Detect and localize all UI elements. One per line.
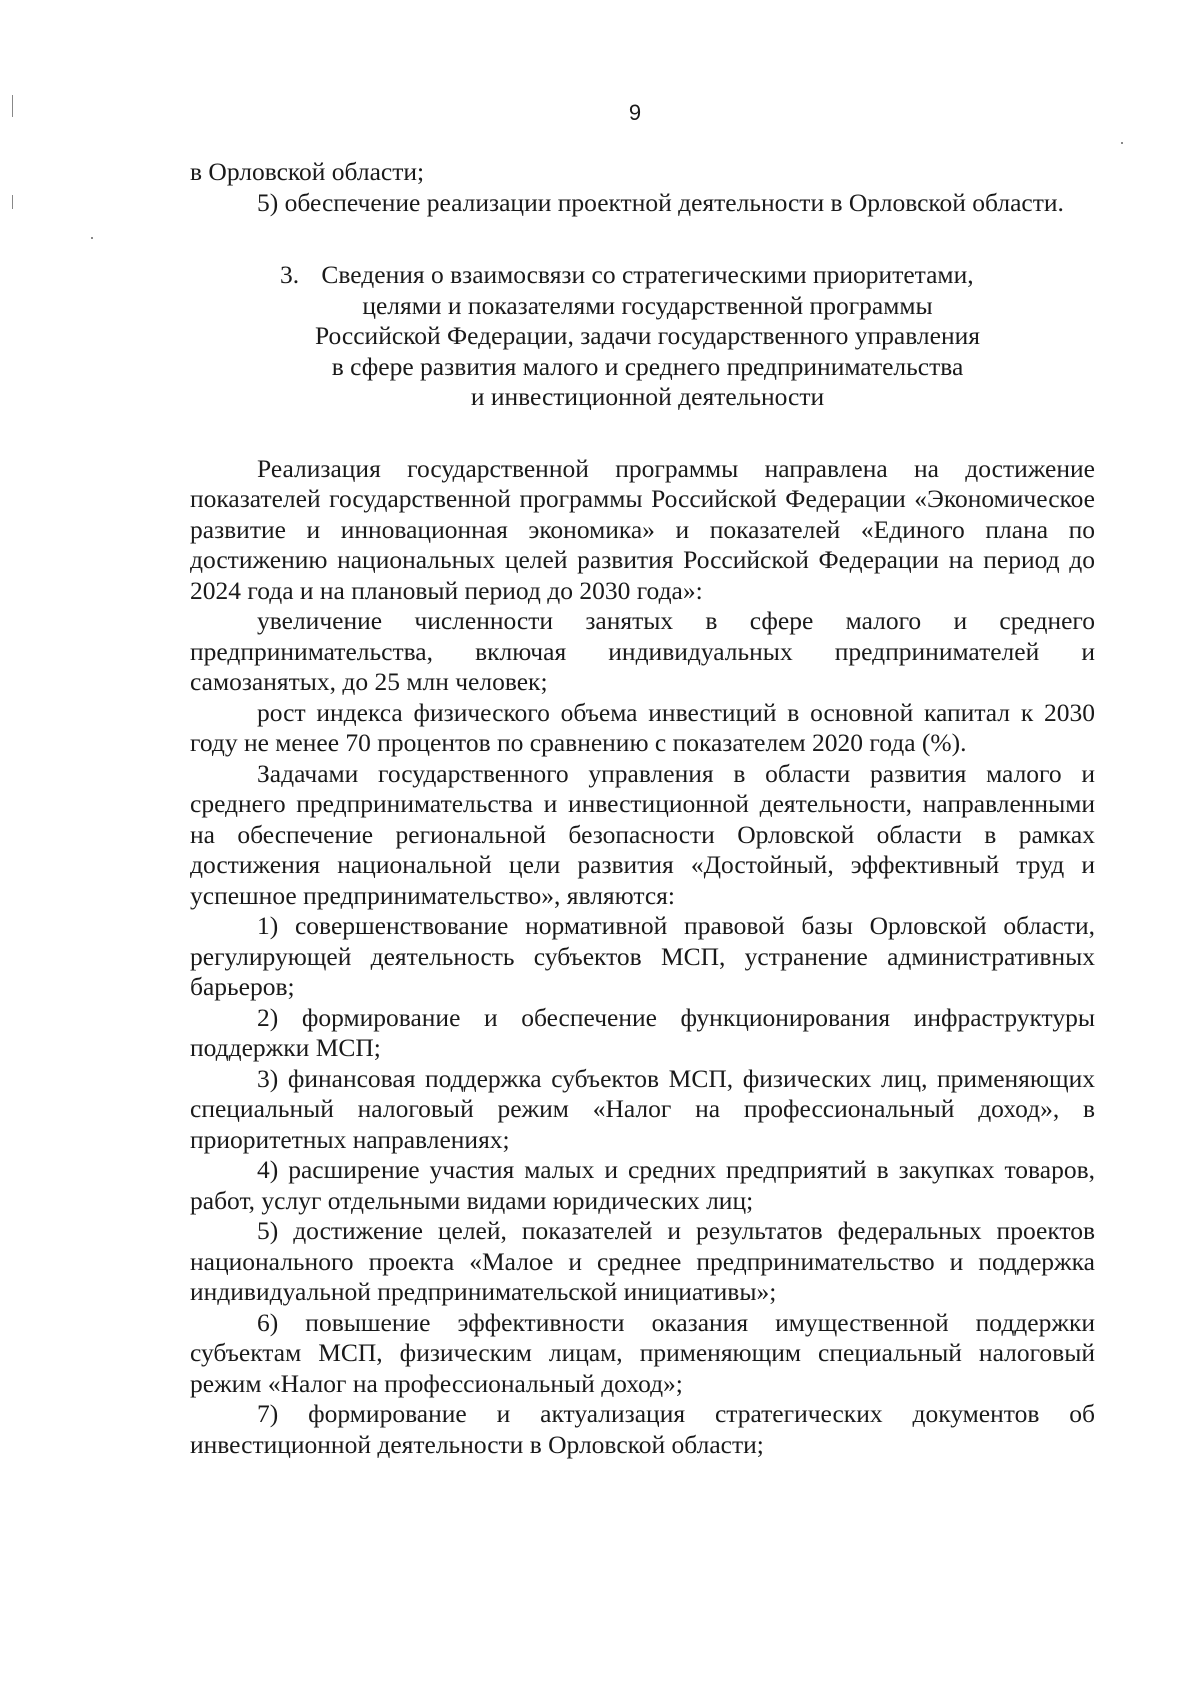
- continuation-line: в Орловской области;: [190, 157, 425, 186]
- list-item: увеличение численности занятых в сфере малого и среднего предпринимательства, включая индивидуальных предпринимателей и самозанятых, до 25 млн человек;: [190, 606, 1095, 696]
- document-body: [190, 157, 1095, 1460]
- section-title-line: в сфере развития малого и среднего предпринимательства: [331, 351, 964, 381]
- section-heading: [190, 260, 1095, 413]
- list-item: 4) расширение участия малых и средних предприятий в закупках товаров, работ, услуг отдельными видами юридических лиц;: [190, 1155, 1095, 1215]
- paragraph: Задачами государственного управления в области развития малого и среднего предпринимательства и инвестиционной деятельности, направленными на обеспечение региональной безопасности Орловской области в рамках достижения национальной цели развития «Достойный, эффективный труд и успешное предпринимательство», являются:: [190, 758, 1095, 910]
- list-item: 2) формирование и обеспечение функционирования инфраструктуры поддержки МСП;: [190, 1002, 1095, 1062]
- scan-mark: [12, 195, 13, 209]
- list-item: 5) обеспечение реализации проектной деятельности в Орловской области.: [257, 187, 1064, 217]
- scan-mark: [91, 237, 93, 239]
- list-item: 3) финансовая поддержка субъектов МСП, физических лиц, применяющих специальный налоговый режим «Налог на профессиональный доход», в приоритетных направлениях;: [190, 1063, 1095, 1154]
- section-title-line: целями и показателями государственной программы: [362, 290, 933, 320]
- list-item: рост индекса физического объема инвестиций в основной капитал к 2030 году не менее 70 процентов по сравнению с показателем 2020 года (%).: [190, 697, 1095, 757]
- section-title-line: Российской Федерации, задачи государственного управления: [314, 321, 980, 350]
- list-item: 6) повышение эффективности оказания имущественной поддержки субъектам МСП, физическим лицам, применяющим специальный налоговый режим «Налог на профессиональный доход»;: [190, 1307, 1095, 1398]
- section-number: 3.: [280, 260, 300, 289]
- section-title-line: и инвестиционной деятельности: [470, 382, 825, 411]
- page-number: 9: [628, 100, 642, 125]
- list-item: 5) достижение целей, показателей и результатов федеральных проектов национального проекта «Малое и среднее предпринимательство и поддержка индивидуальной предпринимательской инициативы»;: [190, 1216, 1095, 1306]
- paragraph: Реализация государственной программы направлена на достижение показателей государственной программы Российской Федерации «Экономическое развитие и инновационная экономика» и показателей «Единого плана по достижению национальных целей развития Российской Федерации на период до 2024 года и на плановый период до 2030 года»:: [190, 453, 1095, 605]
- scan-mark: [1121, 142, 1123, 144]
- list-item: 7) формирование и актуализация стратегических документов об инвестиционной деятельности в Орловской области;: [190, 1399, 1095, 1459]
- section-title-line: Сведения о взаимосвязи со стратегическими приоритетами,: [321, 260, 974, 289]
- scan-mark: [12, 95, 13, 117]
- list-item: 1) совершенствование нормативной правовой базы Орловской области, регулирующей деятельность субъектов МСП, устранение административных барьеров;: [190, 911, 1095, 1001]
